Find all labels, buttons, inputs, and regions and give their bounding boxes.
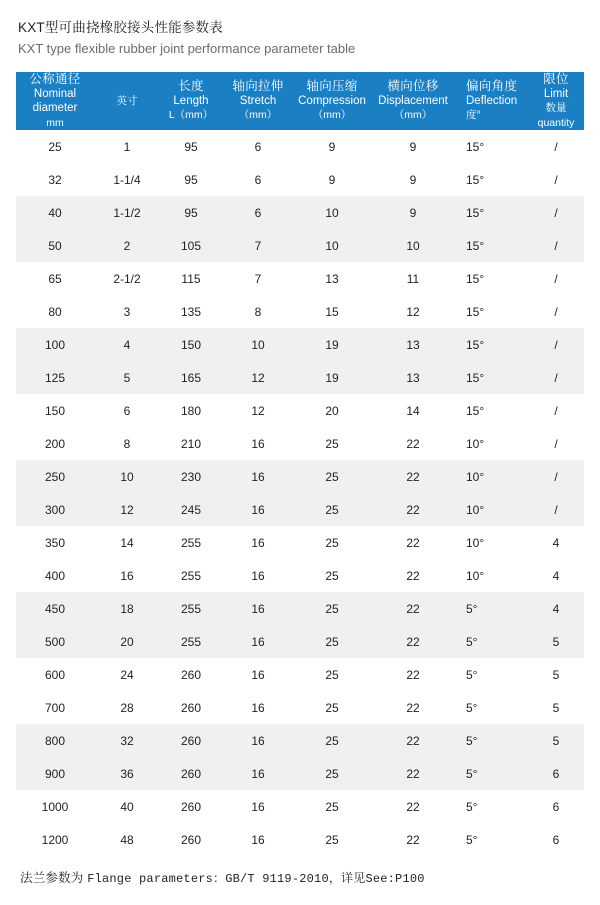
- table-cell: 16: [222, 493, 294, 526]
- table-cell: 180: [180, 403, 202, 418]
- table-cell: 6: [254, 139, 262, 154]
- table-cell: 22: [406, 832, 420, 847]
- table-cell: 40: [120, 799, 134, 814]
- column-header-line1: 长度: [178, 79, 204, 94]
- table-cell: 20: [325, 403, 339, 418]
- column-header-length: [160, 72, 222, 130]
- table-cell: 25: [325, 799, 339, 814]
- table-cell: 9: [409, 172, 417, 187]
- table-cell: 25: [294, 625, 370, 658]
- table-cell: 22: [406, 700, 420, 715]
- table-cell: 2: [94, 229, 160, 262]
- table-cell: 255: [180, 568, 202, 583]
- table-cell: 3: [123, 304, 131, 319]
- table-cell: 19: [294, 361, 370, 394]
- table-row: [16, 394, 584, 427]
- table-cell: 255: [160, 592, 222, 625]
- table-cell: 22: [370, 592, 456, 625]
- table-cell: 1200: [41, 832, 69, 847]
- table-cell: 22: [406, 667, 420, 682]
- table-cell: 95: [160, 196, 222, 229]
- table-cell: 9: [370, 196, 456, 229]
- table-cell: 25: [294, 493, 370, 526]
- column-header-line1: 轴向拉伸: [232, 79, 284, 94]
- column-header-line2: Stretch: [239, 94, 277, 107]
- table-cell: 25: [325, 568, 339, 583]
- table-cell: 900: [16, 757, 94, 790]
- table-cell: 12: [406, 304, 420, 319]
- table-cell: 260: [160, 724, 222, 757]
- column-header-nominal-diameter-mm: [16, 72, 94, 130]
- table-cell: 16: [251, 568, 265, 583]
- column-header-line1: 偏向角度: [466, 79, 518, 94]
- table-cell: 8: [123, 436, 131, 451]
- table-cell: 400: [44, 568, 66, 583]
- table-cell: 1000: [41, 799, 69, 814]
- table-row: [16, 625, 584, 658]
- table-row: [16, 790, 584, 823]
- table-cell: 25: [294, 757, 370, 790]
- table-cell: 500: [16, 625, 94, 658]
- table-row: [16, 658, 584, 691]
- table-cell: 16: [251, 700, 265, 715]
- table-cell: 10: [294, 229, 370, 262]
- table-cell: 600: [44, 667, 66, 682]
- table-cell: 260: [180, 832, 202, 847]
- table-cell: 5°: [466, 832, 478, 847]
- column-header-limit-quantity: [528, 72, 584, 130]
- table-row: [16, 427, 584, 460]
- table-cell: 15°: [466, 139, 485, 154]
- table-row: [16, 460, 584, 493]
- table-cell: /: [554, 271, 558, 286]
- table-cell: 150: [44, 403, 66, 418]
- table-cell: /: [554, 139, 558, 154]
- table-cell: 25: [325, 535, 339, 550]
- column-header-line1: 轴向压缩: [306, 79, 358, 94]
- column-header-displacement: [370, 72, 456, 130]
- footer-note: [20, 868, 584, 886]
- column-header-line3: （mm）: [238, 109, 278, 122]
- table-cell: 4: [552, 535, 560, 550]
- table-cell: 18: [94, 592, 160, 625]
- table-cell: 20: [94, 625, 160, 658]
- table-row: [16, 361, 584, 394]
- table-row: [16, 262, 584, 295]
- table-header: [16, 72, 584, 130]
- table-cell: 7: [222, 229, 294, 262]
- table-cell: 10: [94, 460, 160, 493]
- column-header-line2: Nominal diameter: [32, 87, 78, 114]
- table-cell: 16: [222, 592, 294, 625]
- table-cell: 28: [120, 700, 134, 715]
- table-cell: /: [554, 172, 558, 187]
- table-header-row: [16, 72, 584, 130]
- table-cell: 10°: [466, 535, 485, 550]
- table-cell: 22: [370, 493, 456, 526]
- table-row: [16, 559, 584, 592]
- table-row: [16, 526, 584, 559]
- table-cell: 5°: [456, 757, 528, 790]
- table-cell: 200: [44, 436, 66, 451]
- table-cell: 15°: [456, 196, 528, 229]
- table-cell: 36: [94, 757, 160, 790]
- table-cell: 6: [254, 172, 262, 187]
- table-cell: 22: [406, 436, 420, 451]
- table-cell: /: [554, 436, 558, 451]
- table-cell: /: [528, 361, 584, 394]
- table-cell: 25: [294, 592, 370, 625]
- column-header-line3: （mm）: [393, 109, 433, 122]
- performance-parameter-table: [16, 72, 584, 856]
- table-cell: 260: [160, 757, 222, 790]
- table-row: [16, 592, 584, 625]
- table-cell: 10°: [466, 436, 485, 451]
- table-cell: /: [528, 196, 584, 229]
- table-cell: /: [528, 328, 584, 361]
- table-cell: 800: [16, 724, 94, 757]
- table-cell: 50: [16, 229, 94, 262]
- table-cell: /: [554, 304, 558, 319]
- table-cell: 105: [160, 229, 222, 262]
- table-cell: 25: [325, 436, 339, 451]
- column-header-line2: Length: [173, 94, 209, 107]
- table-cell: 10: [370, 229, 456, 262]
- table-cell: 65: [48, 271, 62, 286]
- table-cell: 6: [222, 196, 294, 229]
- column-header-nominal-diameter-inch: [94, 72, 160, 130]
- table-cell: 9: [328, 139, 336, 154]
- table-cell: 10°: [456, 493, 528, 526]
- table-row: [16, 163, 584, 196]
- table-cell: 12: [251, 403, 265, 418]
- table-cell: /: [528, 229, 584, 262]
- table-cell: 11: [406, 271, 420, 286]
- table-cell: 22: [370, 724, 456, 757]
- table-cell: 1: [123, 139, 131, 154]
- table-row: [16, 130, 584, 163]
- table-cell: 115: [181, 271, 201, 286]
- table-cell: 5: [94, 361, 160, 394]
- table-cell: 6: [123, 403, 131, 418]
- table-cell: 22: [406, 799, 420, 814]
- table-cell: 5: [528, 625, 584, 658]
- page-title-en: KXT type flexible rubber joint performance parameter table: [18, 41, 356, 56]
- table-cell: 4: [94, 328, 160, 361]
- table-cell: 10°: [456, 460, 528, 493]
- table-cell: 15°: [466, 304, 485, 319]
- table-cell: 16: [222, 757, 294, 790]
- table-cell: 15°: [456, 361, 528, 394]
- table-cell: 16: [222, 724, 294, 757]
- table-cell: 165: [160, 361, 222, 394]
- column-header-deflection: [456, 72, 528, 130]
- table-row: [16, 229, 584, 262]
- table-cell: 2-1/2: [113, 271, 141, 286]
- table-cell: 5°: [466, 799, 478, 814]
- table-row: [16, 295, 584, 328]
- table-cell: 16: [251, 535, 265, 550]
- table-cell: 350: [44, 535, 66, 550]
- table-cell: 5: [552, 667, 560, 682]
- table-cell: 210: [180, 436, 202, 451]
- table-cell: 245: [160, 493, 222, 526]
- table-cell: 16: [222, 460, 294, 493]
- table-cell: 22: [370, 757, 456, 790]
- table-cell: 8: [254, 304, 262, 319]
- table-cell: 9: [328, 172, 336, 187]
- table-cell: 16: [251, 436, 265, 451]
- table-cell: /: [528, 493, 584, 526]
- table-cell: 80: [48, 304, 62, 319]
- table-cell: 95: [184, 139, 198, 154]
- table-cell: 255: [180, 535, 202, 550]
- column-header-line2: Compression: [298, 94, 366, 107]
- table-cell: 230: [160, 460, 222, 493]
- table-cell: 255: [160, 625, 222, 658]
- table-cell: 16: [120, 568, 134, 583]
- table-cell: 15°: [456, 328, 528, 361]
- table-cell: 95: [184, 172, 198, 187]
- column-header-line3: （mm）: [312, 109, 352, 122]
- table-cell: 5°: [456, 724, 528, 757]
- table-cell: 5°: [466, 667, 478, 682]
- table-cell: 450: [16, 592, 94, 625]
- table-cell: 1-1/4: [113, 172, 141, 187]
- table-cell: 260: [180, 667, 202, 682]
- table-body: [16, 130, 584, 856]
- table-cell: 6: [552, 799, 560, 814]
- table-cell: 250: [16, 460, 94, 493]
- table-row: [16, 757, 584, 790]
- table-cell: 15°: [456, 229, 528, 262]
- column-header-line2: Deflection: [466, 94, 518, 107]
- table-cell: 16: [251, 832, 265, 847]
- footer-note-prefix: 法兰参数为: [20, 871, 84, 885]
- table-cell: 10: [294, 196, 370, 229]
- table-cell: 22: [370, 460, 456, 493]
- table-cell: 300: [16, 493, 94, 526]
- table-cell: 5°: [456, 625, 528, 658]
- column-header-line3: 数量 quantity: [537, 102, 575, 129]
- table-cell: 5: [528, 724, 584, 757]
- table-cell: 5°: [456, 592, 528, 625]
- table-cell: 40: [16, 196, 94, 229]
- table-cell: 19: [294, 328, 370, 361]
- table-cell: 700: [44, 700, 66, 715]
- table-cell: 100: [16, 328, 94, 361]
- table-cell: 13: [370, 328, 456, 361]
- table-cell: 6: [528, 757, 584, 790]
- table-cell: 16: [251, 667, 265, 682]
- table-cell: 25: [325, 700, 339, 715]
- column-header-stretch: [222, 72, 294, 130]
- table-cell: 135: [180, 304, 202, 319]
- table-cell: 12: [222, 361, 294, 394]
- page-title-cn: KXT型可曲挠橡胶接头性能参数表: [18, 20, 223, 35]
- column-header-line2: Displacement: [378, 94, 448, 107]
- table-cell: 32: [48, 172, 62, 187]
- table-cell: 12: [94, 493, 160, 526]
- table-cell: 25: [325, 832, 339, 847]
- table-cell: /: [554, 403, 558, 418]
- table-cell: 25: [294, 724, 370, 757]
- table-cell: 14: [406, 403, 420, 418]
- table-cell: 125: [16, 361, 94, 394]
- table-cell: 25: [48, 139, 62, 154]
- table-cell: 24: [120, 667, 134, 682]
- table-row: [16, 493, 584, 526]
- column-header-line3: 度°: [466, 109, 481, 122]
- table-cell: 6: [552, 832, 560, 847]
- column-header-line3: mm: [46, 116, 64, 129]
- table-cell: 22: [370, 625, 456, 658]
- table-row: [16, 196, 584, 229]
- table-cell: 5: [552, 700, 560, 715]
- table-row: [16, 823, 584, 856]
- column-header-line1: 公称通径: [29, 72, 81, 86]
- table-cell: 22: [406, 568, 420, 583]
- table-cell: 13: [325, 271, 339, 286]
- table-cell: 22: [406, 535, 420, 550]
- table-cell: 25: [294, 460, 370, 493]
- table-cell: 15: [325, 304, 339, 319]
- table-cell: 16: [251, 799, 265, 814]
- column-header-compression: [294, 72, 370, 130]
- column-header-line3: 英寸: [116, 94, 138, 107]
- table-cell: 15°: [466, 172, 485, 187]
- column-header-line2: Limit: [543, 87, 569, 100]
- table-row: [16, 724, 584, 757]
- column-header-line3: L（mm）: [168, 109, 214, 122]
- column-header-line1: 限位: [543, 72, 569, 86]
- table-cell: 4: [528, 592, 584, 625]
- table-cell: 48: [120, 832, 134, 847]
- table-cell: 260: [180, 799, 202, 814]
- table-cell: 10: [222, 328, 294, 361]
- table-row: [16, 691, 584, 724]
- footer-note-standard: Flange parameters：GB/T 9119-2010，详见See:P100: [87, 872, 425, 886]
- table-cell: 15°: [466, 271, 485, 286]
- table-cell: 16: [222, 625, 294, 658]
- table-cell: 7: [254, 271, 262, 286]
- table-cell: 260: [180, 700, 202, 715]
- table-cell: 25: [325, 667, 339, 682]
- table-cell: 4: [552, 568, 560, 583]
- table-cell: 10°: [466, 568, 485, 583]
- table-cell: 9: [409, 139, 417, 154]
- table-cell: 1-1/2: [94, 196, 160, 229]
- table-row: [16, 328, 584, 361]
- table-cell: 5°: [466, 700, 478, 715]
- column-header-line1: 横向位移: [387, 79, 439, 94]
- table-cell: 13: [370, 361, 456, 394]
- table-cell: 32: [94, 724, 160, 757]
- table-cell: /: [528, 460, 584, 493]
- table-cell: 15°: [466, 403, 485, 418]
- table-cell: 150: [160, 328, 222, 361]
- table-cell: 14: [120, 535, 134, 550]
